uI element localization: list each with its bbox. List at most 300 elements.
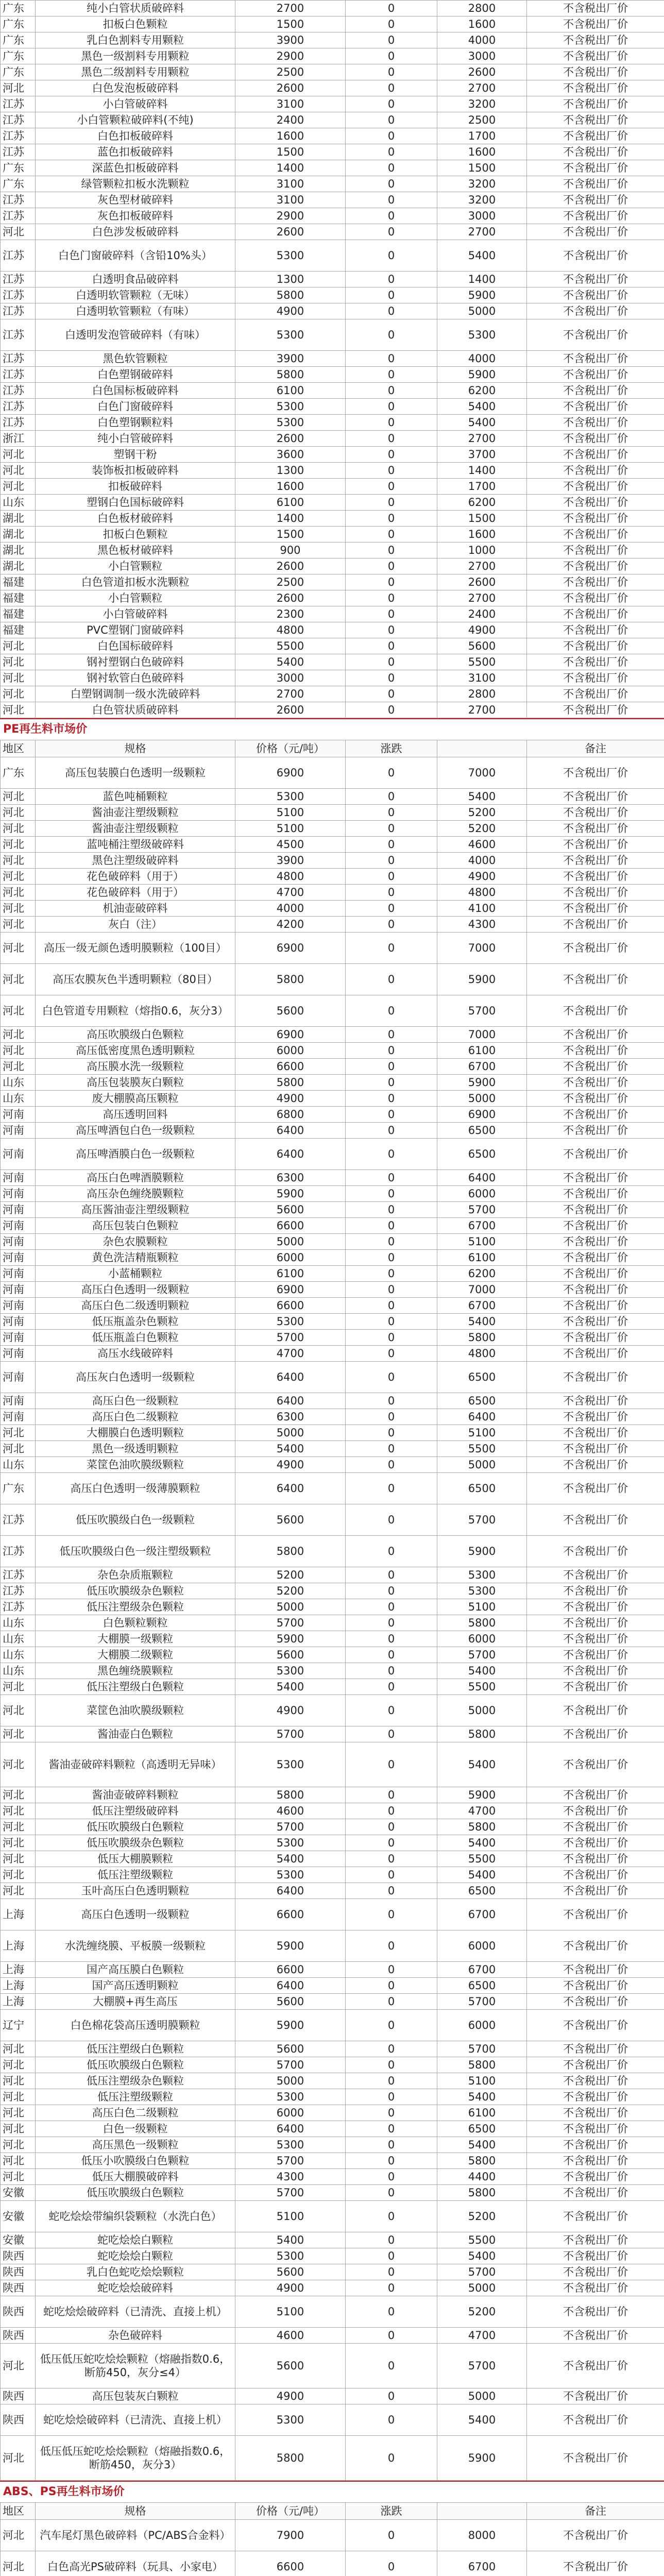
table-row: [1, 2105, 664, 2121]
cell-chg: 0: [346, 1441, 437, 1457]
table-row: [1, 240, 664, 272]
table-row: [1, 1695, 664, 1726]
cell-chg: 0: [346, 885, 437, 901]
cell-spec: 黑色注塑级破碎料: [36, 853, 235, 869]
cell-val: 2700: [437, 431, 527, 447]
cell-area: 陕西: [1, 2296, 36, 2328]
cell-area: 江苏: [1, 367, 36, 383]
cell-area: 江苏: [1, 351, 36, 367]
cell-area: 福建: [1, 590, 36, 606]
table-row: [1, 1362, 664, 1393]
cell-chg: 0: [346, 1393, 437, 1409]
cell-price: 5600: [235, 2264, 346, 2280]
cell-chg: 0: [346, 383, 437, 399]
cell-area: 河北: [1, 638, 36, 654]
cell-chg: 0: [346, 1123, 437, 1139]
cell-spec: 低压瓶盖杂色颗粒: [36, 1314, 235, 1330]
cell-price: 5300: [235, 2137, 346, 2153]
cell-val: 1500: [437, 511, 527, 527]
cell-note: 不含税出厂价: [527, 2264, 664, 2280]
cell-spec: 小白管破碎料: [36, 96, 235, 112]
cell-price: 1300: [235, 463, 346, 479]
table-row: [1, 1663, 664, 1679]
table-row: [1, 1726, 664, 1742]
table-row: [1, 1787, 664, 1803]
cell-price: 6600: [235, 1298, 346, 1314]
cell-price: 6300: [235, 1409, 346, 1425]
cell-spec: 白色管道专用颗粒（熔指0.6，灰分3）: [36, 995, 235, 1027]
cell-price: 5100: [235, 805, 346, 821]
cell-chg: 0: [346, 1218, 437, 1234]
table-row: [1, 1266, 664, 1282]
cell-val: 5300: [437, 1567, 527, 1583]
cell-chg: 0: [346, 2089, 437, 2105]
table-row: [1, 32, 664, 48]
cell-val: 1700: [437, 128, 527, 144]
cell-note: 不含税出厂价: [527, 702, 664, 718]
cell-note: 不含税出厂价: [527, 1186, 664, 1202]
cell-note: 不含税出厂价: [527, 1803, 664, 1819]
cell-price: 3600: [235, 447, 346, 463]
cell-note: 不含税出厂价: [527, 208, 664, 224]
cell-spec: 菜筐色油吹膜级颗粒: [36, 1457, 235, 1473]
cell-area: 广东: [1, 176, 36, 192]
cell-note: 不含税出厂价: [527, 1567, 664, 1583]
cell-spec: 白透明软管颗粒（有味）: [36, 303, 235, 319]
cell-val: 2400: [437, 606, 527, 622]
cell-note: 不含税出厂价: [527, 319, 664, 351]
cell-val: 1600: [437, 527, 527, 543]
cell-chg: 0: [346, 527, 437, 543]
cell-note: 不含税出厂价: [527, 1346, 664, 1362]
cell-price: 6400: [235, 1139, 346, 1170]
cell-val: 3000: [437, 208, 527, 224]
table-row: [1, 80, 664, 96]
table-row: [1, 399, 664, 415]
cell-note: 不含税出厂价: [527, 1234, 664, 1250]
cell-area: 河北: [1, 1835, 36, 1851]
cell-area: 河南: [1, 1393, 36, 1409]
cell-note: 不含税出厂价: [527, 431, 664, 447]
cell-area: 河南: [1, 1250, 36, 1266]
table-row: [1, 2010, 664, 2041]
cell-val: 6700: [437, 1962, 527, 1978]
cell-price: 1600: [235, 128, 346, 144]
table-row: [1, 2328, 664, 2344]
column-header-note: 备注: [527, 740, 664, 757]
cell-val: 5000: [437, 1695, 527, 1726]
cell-spec: 高压白色透明一级颗粒: [36, 1899, 235, 1930]
cell-area: 河南: [1, 1186, 36, 1202]
table-row: [1, 128, 664, 144]
cell-note: 不含税出厂价: [527, 399, 664, 415]
cell-val: 5800: [437, 1330, 527, 1346]
cell-price: 6400: [235, 1123, 346, 1139]
cell-area: 河北: [1, 1803, 36, 1819]
table-row: [1, 1457, 664, 1473]
cell-area: 江苏: [1, 112, 36, 128]
cell-area: 河北: [1, 1883, 36, 1899]
price-table: [0, 740, 664, 2481]
cell-price: 3100: [235, 96, 346, 112]
cell-spec: 白透明发泡管破碎料（有味）: [36, 319, 235, 351]
cell-val: 2700: [437, 558, 527, 574]
cell-chg: 0: [346, 2404, 437, 2436]
cell-price: 2500: [235, 574, 346, 590]
cell-val: 6500: [437, 1123, 527, 1139]
cell-area: 陕西: [1, 2328, 36, 2344]
cell-price: 3900: [235, 32, 346, 48]
cell-chg: 0: [346, 367, 437, 383]
column-header-spec: 规格: [36, 740, 235, 757]
cell-val: 5100: [437, 1234, 527, 1250]
cell-spec: 乳白色割料专用颗粒: [36, 32, 235, 48]
cell-note: 不含税出厂价: [527, 2344, 664, 2388]
cell-area: 安徽: [1, 2185, 36, 2201]
cell-price: 2700: [235, 686, 346, 702]
cell-area: 安徽: [1, 2232, 36, 2248]
cell-note: 不含税出厂价: [527, 1107, 664, 1123]
cell-price: 1400: [235, 511, 346, 527]
cell-chg: 0: [346, 1027, 437, 1043]
cell-spec: 高压杂色缠绕膜颗粒: [36, 1186, 235, 1202]
cell-val: 6700: [437, 2551, 527, 2576]
cell-area: 河北: [1, 885, 36, 901]
cell-spec: 蛇吃烩烩白颗粒: [36, 2232, 235, 2248]
cell-val: 3700: [437, 447, 527, 463]
cell-area: 陕西: [1, 2404, 36, 2436]
cell-price: 4500: [235, 837, 346, 853]
cell-chg: 0: [346, 2232, 437, 2248]
table-row: [1, 1314, 664, 1330]
cell-spec: PVC塑钢门窗破碎料: [36, 622, 235, 638]
cell-spec: 高压透明回料: [36, 1107, 235, 1123]
cell-price: 4700: [235, 885, 346, 901]
cell-area: 河北: [1, 2169, 36, 2185]
cell-price: 2600: [235, 590, 346, 606]
cell-val: 6500: [437, 1393, 527, 1409]
cell-price: 5900: [235, 1631, 346, 1647]
cell-spec: 酱油壶白色颗粒: [36, 1726, 235, 1742]
cell-area: 河北: [1, 917, 36, 933]
cell-note: 不含税出厂价: [527, 2280, 664, 2296]
cell-price: 6600: [235, 2551, 346, 2576]
cell-area: 河北: [1, 1441, 36, 1457]
cell-note: 不含税出厂价: [527, 1059, 664, 1075]
cell-chg: 0: [346, 1819, 437, 1835]
cell-val: 6200: [437, 1266, 527, 1282]
cell-area: 江苏: [1, 1583, 36, 1599]
cell-note: 不含税出厂价: [527, 933, 664, 964]
cell-val: 6900: [437, 1107, 527, 1123]
cell-val: 6700: [437, 1298, 527, 1314]
table-row: [1, 1994, 664, 2010]
cell-val: 5400: [437, 1663, 527, 1679]
cell-note: 不含税出厂价: [527, 383, 664, 399]
cell-chg: 0: [346, 240, 437, 272]
cell-chg: 0: [346, 805, 437, 821]
cell-chg: 0: [346, 224, 437, 240]
cell-area: 河北: [1, 1059, 36, 1075]
cell-chg: 0: [346, 1330, 437, 1346]
cell-val: 5900: [437, 1075, 527, 1091]
cell-chg: 0: [346, 2328, 437, 2344]
table-row: [1, 1170, 664, 1186]
cell-area: 河北: [1, 1819, 36, 1835]
cell-spec: 白色门窗破碎料（含铅10%头）: [36, 240, 235, 272]
cell-val: 5400: [437, 399, 527, 415]
cell-val: 2700: [437, 590, 527, 606]
cell-price: 1300: [235, 272, 346, 287]
cell-note: 不含税出厂价: [527, 2551, 664, 2576]
cell-area: 河北: [1, 2520, 36, 2551]
cell-spec: 白塑钢调制一级水洗破碎料: [36, 686, 235, 702]
table-row: [1, 2248, 664, 2264]
cell-spec: 蛇吃烩烩破碎料（已清洗、直接上机）: [36, 2296, 235, 2328]
table-row: [1, 1330, 664, 1346]
cell-chg: 0: [346, 1298, 437, 1314]
cell-chg: 0: [346, 128, 437, 144]
table-row: [1, 1107, 664, 1123]
cell-spec: 灰色扣板破碎料: [36, 208, 235, 224]
cell-area: 浙江: [1, 431, 36, 447]
cell-val: 5900: [437, 1787, 527, 1803]
cell-spec: 白色一级颗粒: [36, 2121, 235, 2137]
cell-area: 福建: [1, 606, 36, 622]
cell-val: 5400: [437, 415, 527, 431]
cell-note: 不含税出厂价: [527, 2201, 664, 2232]
cell-note: 不含税出厂价: [527, 128, 664, 144]
cell-spec: 花色破碎料（用于）: [36, 885, 235, 901]
cell-note: 不含税出厂价: [527, 2328, 664, 2344]
cell-spec: 黑色软管颗粒: [36, 351, 235, 367]
table-row: [1, 1298, 664, 1314]
cell-area: 河北: [1, 1726, 36, 1742]
cell-price: 5200: [235, 1567, 346, 1583]
table-row: [1, 415, 664, 431]
cell-spec: 高压酱油壶注塑级颗粒: [36, 1202, 235, 1218]
cell-price: 6600: [235, 1218, 346, 1234]
cell-spec: 白色国标破碎料: [36, 638, 235, 654]
cell-val: 5000: [437, 303, 527, 319]
cell-area: 江苏: [1, 287, 36, 303]
cell-spec: 国产高压膜白色颗粒: [36, 1962, 235, 1978]
cell-price: 1600: [235, 479, 346, 495]
table-row: [1, 2264, 664, 2280]
cell-spec: 白色扣板破碎料: [36, 128, 235, 144]
cell-area: 河北: [1, 2057, 36, 2073]
cell-spec: 低压注塑级破碎料: [36, 1803, 235, 1819]
cell-chg: 0: [346, 1504, 437, 1536]
cell-area: 河北: [1, 2344, 36, 2388]
cell-spec: 高压白色二级透明颗粒: [36, 1298, 235, 1314]
cell-chg: 0: [346, 144, 437, 160]
cell-chg: 0: [346, 2296, 437, 2328]
table-row: [1, 2201, 664, 2232]
cell-val: 4900: [437, 869, 527, 885]
cell-area: 陕西: [1, 2264, 36, 2280]
table-row: [1, 16, 664, 32]
table-row: [1, 1567, 664, 1583]
cell-chg: 0: [346, 670, 437, 686]
cell-area: 江苏: [1, 415, 36, 431]
cell-note: 不含税出厂价: [527, 2388, 664, 2404]
table-row: [1, 1978, 664, 1994]
cell-note: 不含税出厂价: [527, 527, 664, 543]
cell-note: 不含税出厂价: [527, 2121, 664, 2137]
cell-spec: 国产高压透明颗粒: [36, 1978, 235, 1994]
cell-note: 不含税出厂价: [527, 351, 664, 367]
cell-val: 4600: [437, 837, 527, 853]
cell-note: 不含税出厂价: [527, 1043, 664, 1059]
cell-spec: 汽车尾灯黑色破碎料（PC/ABS合金料）: [36, 2520, 235, 2551]
cell-chg: 0: [346, 2010, 437, 2041]
cell-spec: 低压吹膜级白色一级注塑级颗粒: [36, 1536, 235, 1567]
cell-val: 5000: [437, 1091, 527, 1107]
cell-chg: 0: [346, 463, 437, 479]
cell-val: 1400: [437, 272, 527, 287]
cell-price: 2600: [235, 558, 346, 574]
cell-price: 5800: [235, 1075, 346, 1091]
cell-note: 不含税出厂价: [527, 2436, 664, 2481]
cell-spec: 低压大棚膜破碎料: [36, 2169, 235, 2185]
cell-val: 5700: [437, 1647, 527, 1663]
cell-val: 5800: [437, 1615, 527, 1631]
cell-chg: 0: [346, 558, 437, 574]
cell-area: 河北: [1, 1851, 36, 1867]
cell-val: 6100: [437, 2105, 527, 2121]
cell-chg: 0: [346, 1883, 437, 1899]
cell-val: 4000: [437, 853, 527, 869]
cell-area: 山东: [1, 1631, 36, 1647]
cell-area: 湖北: [1, 558, 36, 574]
cell-price: 5100: [235, 2296, 346, 2328]
cell-spec: 纯小白管状质破碎料: [36, 1, 235, 16]
cell-area: 河南: [1, 1107, 36, 1123]
cell-spec: 扣板白色颗粒: [36, 16, 235, 32]
cell-spec: 低压瓶盖白色颗粒: [36, 1330, 235, 1346]
cell-val: 6400: [437, 1170, 527, 1186]
cell-spec: 高压灰白色透明一级颗粒: [36, 1362, 235, 1393]
cell-val: 7000: [437, 757, 527, 789]
cell-note: 不含税出厂价: [527, 789, 664, 805]
cell-note: 不含税出厂价: [527, 2185, 664, 2201]
cell-chg: 0: [346, 1409, 437, 1425]
table-row: [1, 1043, 664, 1059]
cell-val: 4100: [437, 901, 527, 917]
cell-area: 湖北: [1, 527, 36, 543]
cell-price: 2300: [235, 606, 346, 622]
cell-spec: 白色塑钢颗粒料: [36, 415, 235, 431]
cell-area: 广东: [1, 32, 36, 48]
cell-area: 广东: [1, 48, 36, 64]
cell-chg: 0: [346, 1425, 437, 1441]
cell-area: 山东: [1, 1075, 36, 1091]
table-row: [1, 1123, 664, 1139]
cell-note: 不含税出厂价: [527, 447, 664, 463]
cell-area: 山东: [1, 1615, 36, 1631]
cell-area: 河北: [1, 654, 36, 670]
cell-spec: 机油壶破碎料: [36, 901, 235, 917]
cell-note: 不含税出厂价: [527, 1298, 664, 1314]
cell-price: 1500: [235, 144, 346, 160]
cell-price: 1400: [235, 160, 346, 176]
cell-price: 6400: [235, 1473, 346, 1504]
table-row: [1, 527, 664, 543]
cell-area: 河北: [1, 1742, 36, 1787]
cell-note: 不含税出厂价: [527, 1867, 664, 1883]
cell-area: 福建: [1, 622, 36, 638]
cell-spec: 高压啤酒包白色一级颗粒: [36, 1123, 235, 1139]
cell-chg: 0: [346, 2248, 437, 2264]
table-row: [1, 558, 664, 574]
cell-area: 河南: [1, 1282, 36, 1298]
column-header-area: 地区: [1, 740, 36, 757]
cell-area: 河南: [1, 1218, 36, 1234]
cell-area: 广东: [1, 1, 36, 16]
table-row: [1, 2296, 664, 2328]
cell-price: 5300: [235, 1314, 346, 1330]
table-row: [1, 1803, 664, 1819]
cell-price: 6600: [235, 1059, 346, 1075]
table-row: [1, 1091, 664, 1107]
cell-price: 3100: [235, 176, 346, 192]
cell-note: 不含税出厂价: [527, 176, 664, 192]
cell-area: 上海: [1, 1962, 36, 1978]
cell-note: 不含税出厂价: [527, 1819, 664, 1835]
cell-chg: 0: [346, 1930, 437, 1962]
cell-spec: 酱油壶破碎料颗粒（高透明无异味）: [36, 1742, 235, 1787]
cell-area: 河北: [1, 2436, 36, 2481]
column-header-val: [437, 2503, 527, 2520]
cell-note: 不含税出厂价: [527, 1441, 664, 1457]
cell-price: 5600: [235, 995, 346, 1027]
cell-area: 江苏: [1, 272, 36, 287]
cell-chg: 0: [346, 654, 437, 670]
cell-note: 不含税出厂价: [527, 48, 664, 64]
cell-area: 河北: [1, 1695, 36, 1726]
cell-chg: 0: [346, 1962, 437, 1978]
cell-val: 5800: [437, 1819, 527, 1835]
table-row: [1, 224, 664, 240]
table-row: [1, 1631, 664, 1647]
cell-area: 河北: [1, 789, 36, 805]
cell-price: 5400: [235, 1441, 346, 1457]
table-row: [1, 447, 664, 463]
table-row: [1, 1234, 664, 1250]
cell-spec: 高压包装膜灰白颗粒: [36, 1075, 235, 1091]
cell-spec: 杂色杂质瓶颗粒: [36, 1567, 235, 1583]
table-row: [1, 805, 664, 821]
table-row: [1, 1409, 664, 1425]
cell-spec: 大棚膜+再生高压: [36, 1994, 235, 2010]
cell-val: 6700: [437, 1899, 527, 1930]
cell-note: 不含税出厂价: [527, 192, 664, 208]
cell-area: 江苏: [1, 208, 36, 224]
cell-chg: 0: [346, 1139, 437, 1170]
table-row: [1, 1425, 664, 1441]
cell-area: 山东: [1, 495, 36, 511]
cell-price: 5300: [235, 789, 346, 805]
cell-price: 4900: [235, 1091, 346, 1107]
cell-price: 4900: [235, 1695, 346, 1726]
cell-spec: 塑钢白色国标破碎料: [36, 495, 235, 511]
cell-val: 6200: [437, 383, 527, 399]
table-row: [1, 2404, 664, 2436]
cell-note: 不含税出厂价: [527, 112, 664, 128]
table-header-row: [1, 740, 664, 757]
cell-price: 6900: [235, 757, 346, 789]
